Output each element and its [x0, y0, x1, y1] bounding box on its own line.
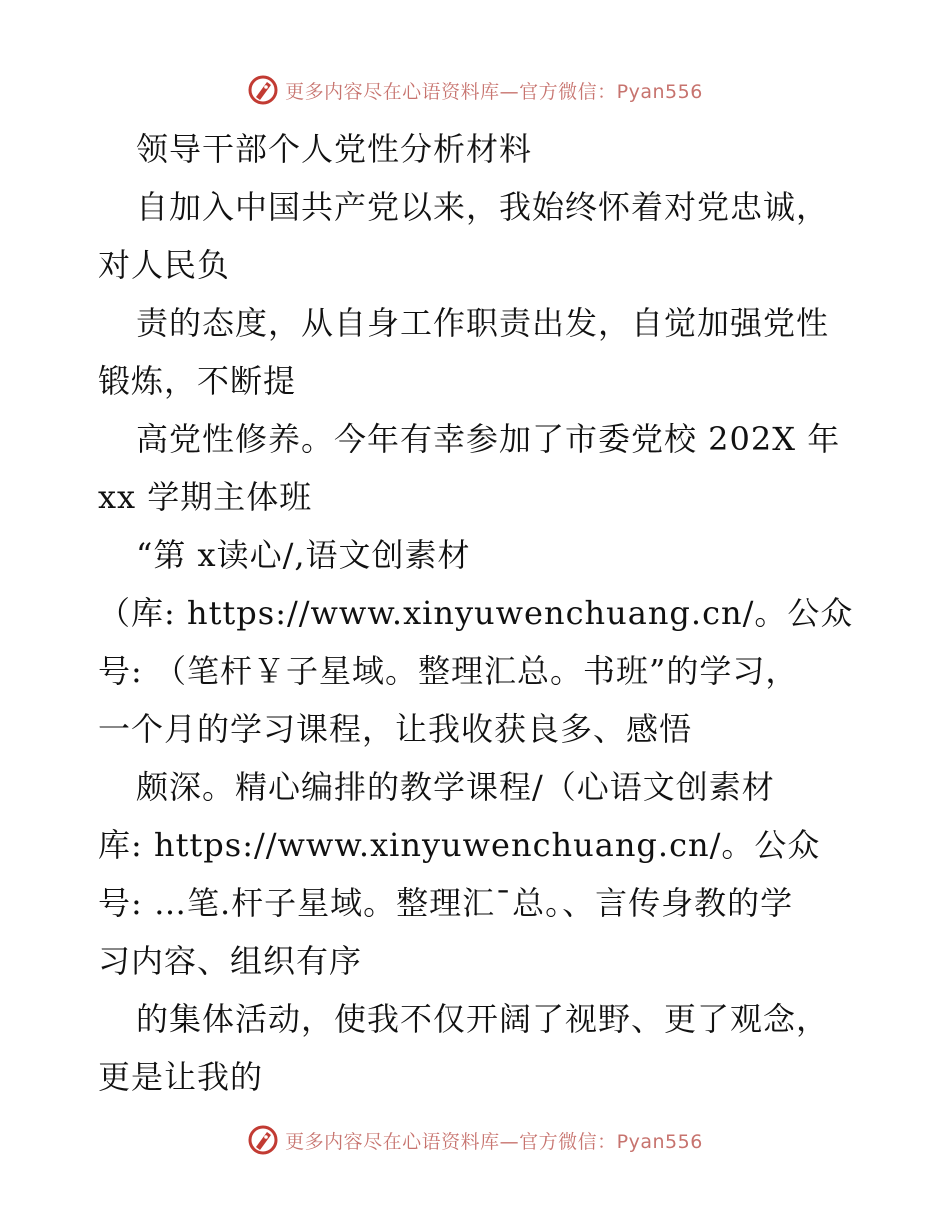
paragraph-line: 对人民负	[98, 246, 231, 284]
paragraph-line: 的集体活动，使我不仅开阔了视野、更了观念，	[136, 1000, 830, 1038]
pen-nib-logo-icon	[247, 1124, 279, 1156]
watermark-text: 更多内容尽在心语资料库—官方微信：Pyan556	[285, 1130, 703, 1153]
paragraph-line: 颇深。精心编排的教学课程/（心语文创素材	[136, 768, 775, 806]
document-body	[98, 120, 858, 1106]
paragraph-line: 高党性修养。今年有幸参加了市委党校 202X 年	[136, 420, 841, 458]
paragraph-line: 一个月的学习课程，让我收获良多、感悟	[98, 710, 693, 748]
paragraph-line: 号: …笔.杆子星域。整理汇¯总。、言传身教的学	[98, 884, 794, 922]
paragraph-line: 锻炼，不断提	[98, 362, 297, 400]
paragraph-line: 习内容、组织有序	[98, 942, 363, 980]
paragraph-line: 号: （笔杆￥子星域。整理汇总。书班”的学习，	[98, 652, 799, 690]
pen-nib-logo-icon	[247, 74, 279, 106]
document-title: 领导干部个人党性分析材料	[136, 130, 533, 168]
paragraph-line: “第 x读心/,语文创素材	[136, 536, 471, 574]
header-watermark	[0, 74, 950, 106]
paragraph-line: xx 学期主体班	[98, 478, 313, 516]
paragraph-line: （库: https://www.xinyuwenchuang.cn/。公众	[98, 594, 854, 632]
paragraph-line: 责的态度，从自身工作职责出发，自觉加强党性	[136, 304, 830, 342]
paragraph-line: 更是让我的	[98, 1058, 264, 1096]
paragraph-line: 库: https://www.xinyuwenchuang.cn/。公众	[98, 826, 821, 864]
watermark-text: 更多内容尽在心语资料库—官方微信：Pyan556	[285, 80, 703, 103]
paragraph-line: 自加入中国共产党以来，我始终怀着对党忠诚，	[136, 188, 830, 226]
footer-watermark	[0, 1124, 950, 1156]
